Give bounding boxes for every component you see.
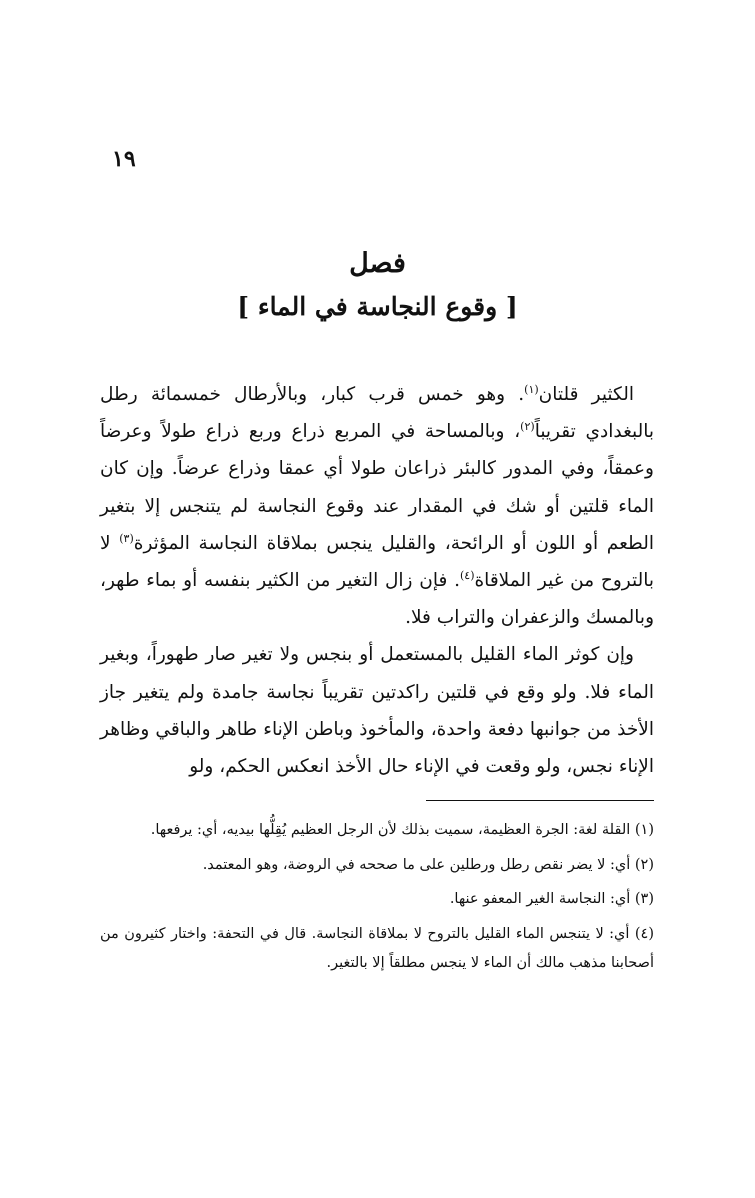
section-title: فصل <box>349 248 406 279</box>
footnote-3: (٣) أي: النجاسة الغير المعفو عنها. <box>449 891 654 907</box>
text-run: ، وبالمساحة في المربع ذراع وربع ذراع طولاً وعرضاً وعمقاً، وفي المدور كالبئر ذراعان طولا أي عمقا وذراع عرضاً. وإن كان الماء قلتين أو شك في المقدار عند وقوع النجاسة لم يتنجس إلا بتغير الطعم أو اللون أو الرائحة، والقليل ينجس بملاقاة النجاسة المؤثرة <box>100 421 654 554</box>
footnote-1: (١) القلة لغة: الجرة العظيمة، سميت بذلك لأن الرجل العظيم يُقِلُّها بيديه، أي: يرفعها. <box>150 822 654 838</box>
paragraph-2: وإن كوثر الماء القليل بالمستعمل أو بنجس ولا تغير صار طهوراً، وبغير الماء فلا. ولو وقع في قلتين راكدتين تقريباً نجاسة جامدة ولم يتغير جاز الأخذ من جوانبها دفعة واحدة، والمأخوذ وباطن الإناء طاهر والباقي وظاهر الإناء نجس، ولو وقعت في الإناء حال الأخذ انعكس الحكم، ولو <box>100 644 654 778</box>
footnote-2: (٢) أي: لا يضر نقص رطل ورطلين على ما صححه في الروضة، وهو المعتمد. <box>202 856 654 873</box>
footnote-ref-3: (٣) <box>119 531 134 545</box>
footnote-ref-2: (٢) <box>520 420 535 434</box>
footnote-ref-1: (١) <box>524 382 539 396</box>
text-run: لا بالتروح من غير الملاقاة <box>100 532 655 592</box>
section-subtitle: [ وقوع النجاسة في الماء ] <box>237 292 518 321</box>
footnotes <box>100 816 654 984</box>
footnote-ref-4: (٤) <box>459 568 475 582</box>
footnote-4: (٤) أي: لا يتنجس الماء القليل بالتروح لا بملاقاة النجاسة. قال في التحفة: واختار كثيرون من أصحابنا مذهب مالك أن الماء لا ينجس مطلقاً إلا بالتغير. <box>100 925 654 971</box>
text-run: . فإن زال التغير من الكثير بنفسه أو بماء طهر، وبالمسك والزعفران والتراب فلا. <box>100 570 654 629</box>
main-text <box>100 376 654 785</box>
text-run: . وهو خمس قرب كبار، وبالأرطال خمسمائة رطل بالبغدادي تقريباً <box>100 384 654 443</box>
page-number: ١٩ <box>112 146 136 172</box>
footnote-divider <box>426 800 654 801</box>
paragraph-1 <box>100 376 654 636</box>
text-run: الكثير قلتان <box>538 384 634 405</box>
